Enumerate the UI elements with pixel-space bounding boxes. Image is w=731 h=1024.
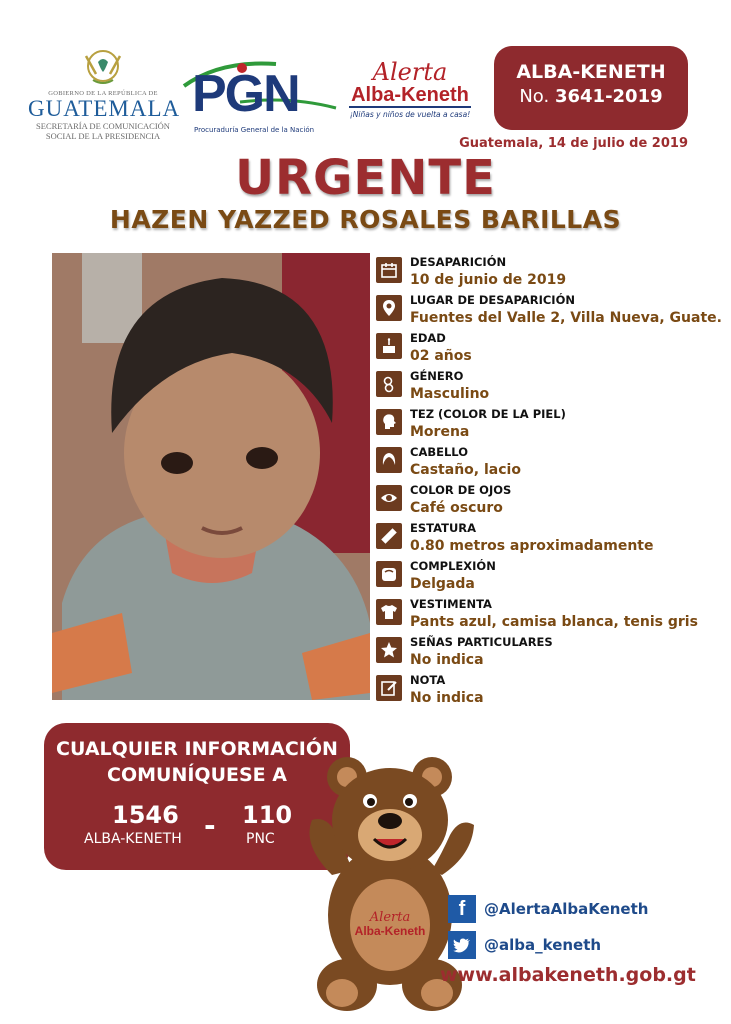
detail-label: NOTA [410, 673, 446, 687]
detail-row-hair [376, 445, 716, 483]
detail-label: TEZ (COLOR DE LA PIEL) [410, 407, 566, 421]
detail-label: GÉNERO [410, 369, 464, 383]
case-number-line [494, 84, 688, 110]
phone-alba-keneth-label: ALBA-KENETH [84, 831, 182, 847]
guatemala-top-line: GOBIERNO DE LA REPÚBLICA DE [48, 90, 158, 97]
scale-icon [376, 561, 402, 587]
social-links [448, 895, 708, 967]
detail-row-gender [376, 369, 716, 407]
detail-row-age [376, 331, 716, 369]
mascot-badge-script: Alerta [369, 910, 411, 925]
phone-pnc-label: PNC [246, 831, 275, 847]
detail-label: COMPLEXIÓN [410, 559, 496, 573]
twitter-handle[interactable]: @alba_keneth [484, 936, 602, 954]
contact-line-1: CUALQUIER INFORMACIÓN [56, 738, 338, 760]
detail-value: 0.80 metros aproximadamente [410, 538, 654, 554]
detail-label: EDAD [410, 331, 446, 345]
detail-row-clothing [376, 597, 716, 635]
guatemala-government-logo [28, 44, 181, 154]
guatemala-sub1: SECRETARÍA DE COMUNICACIÓN [36, 121, 170, 131]
head-profile-icon [376, 409, 402, 435]
alerta-bold-text: Alba-Keneth [351, 84, 469, 106]
detail-row-disappearance [376, 255, 716, 293]
detail-row-eyes [376, 483, 716, 521]
child-portrait-illustration [52, 253, 370, 700]
coat-of-arms-icon [78, 44, 128, 88]
detail-row-marks [376, 635, 716, 673]
guatemala-name: GUATEMALA [28, 96, 181, 121]
detail-value: Castaño, lacio [410, 462, 521, 478]
detail-value: Morena [410, 424, 470, 440]
alerta-alba-keneth-logo [340, 60, 480, 130]
facebook-icon: f [448, 895, 476, 923]
calendar-icon [376, 257, 402, 283]
detail-label: SEÑAS PARTICULARES [410, 635, 553, 649]
detail-label: LUGAR DE DESAPARICIÓN [410, 293, 575, 307]
detail-value: Café oscuro [410, 500, 503, 516]
shirt-icon [376, 599, 402, 625]
detail-value: No indica [410, 652, 484, 668]
detail-label: VESTIMENTA [410, 597, 492, 611]
case-number-prefix: No. [519, 86, 550, 107]
phone-pnc: 110 [242, 801, 293, 829]
facebook-link[interactable] [448, 895, 708, 931]
facebook-handle[interactable]: @AlertaAlbaKeneth [484, 900, 649, 918]
mascot-badge-bold: Alba-Keneth [354, 924, 426, 938]
detail-label: DESAPARICIÓN [410, 255, 507, 269]
pgn-logo [180, 58, 340, 148]
detail-label: CABELLO [410, 445, 468, 459]
urgent-title: URGENTE [235, 150, 496, 206]
website-link[interactable]: www.albakeneth.gob.gt [440, 964, 696, 986]
bulletin-date: Guatemala, 14 de julio de 2019 [459, 136, 688, 151]
detail-value: Delgada [410, 576, 475, 592]
missing-person-name: HAZEN YAZZED ROSALES BARILLAS [109, 205, 622, 234]
detail-label: COLOR DE OJOS [410, 483, 512, 497]
pgn-subtitle: Procuraduría General de la Nación [194, 126, 315, 134]
detail-value: Fuentes del Valle 2, Villa Nueva, Guate. [410, 310, 722, 326]
detail-value: 02 años [410, 348, 472, 364]
phone-alba-keneth: 1546 [112, 801, 179, 829]
detail-row-location [376, 293, 722, 331]
detail-row-note [376, 673, 716, 711]
hair-icon [376, 447, 402, 473]
case-number: 3641-2019 [554, 86, 663, 107]
detail-row-height [376, 521, 716, 559]
alerta-tagline: ¡Niñas y niños de vuelta a casa! [349, 110, 471, 119]
location-pin-icon [376, 295, 402, 321]
pgn-name: PGN [192, 65, 299, 123]
detail-row-skin [376, 407, 716, 445]
eye-icon [376, 485, 402, 511]
case-program: ALBA-KENETH [516, 61, 666, 83]
ruler-icon [376, 523, 402, 549]
detail-row-build [376, 559, 716, 597]
detail-label: ESTATURA [410, 521, 477, 535]
birthday-cake-icon [376, 333, 402, 359]
detail-value: No indica [410, 690, 484, 706]
star-icon [376, 637, 402, 663]
case-number-badge [494, 46, 688, 130]
contact-line-2: COMUNÍQUESE A [107, 764, 287, 786]
gender-icon [376, 371, 402, 397]
guatemala-sub2: SOCIAL DE LA PRESIDENCIA [45, 131, 161, 141]
detail-value: 10 de junio de 2019 [410, 272, 567, 288]
twitter-link[interactable] [448, 931, 708, 967]
detail-value: Pants azul, camisa blanca, tenis gris [410, 614, 698, 630]
note-pencil-icon [376, 675, 402, 701]
twitter-icon [448, 931, 476, 959]
detail-value: Masculino [410, 386, 490, 402]
alerta-script-text: Alerta [372, 58, 448, 86]
phone-separator: - [204, 809, 216, 842]
details-list [376, 255, 722, 711]
missing-child-photo [52, 253, 370, 700]
